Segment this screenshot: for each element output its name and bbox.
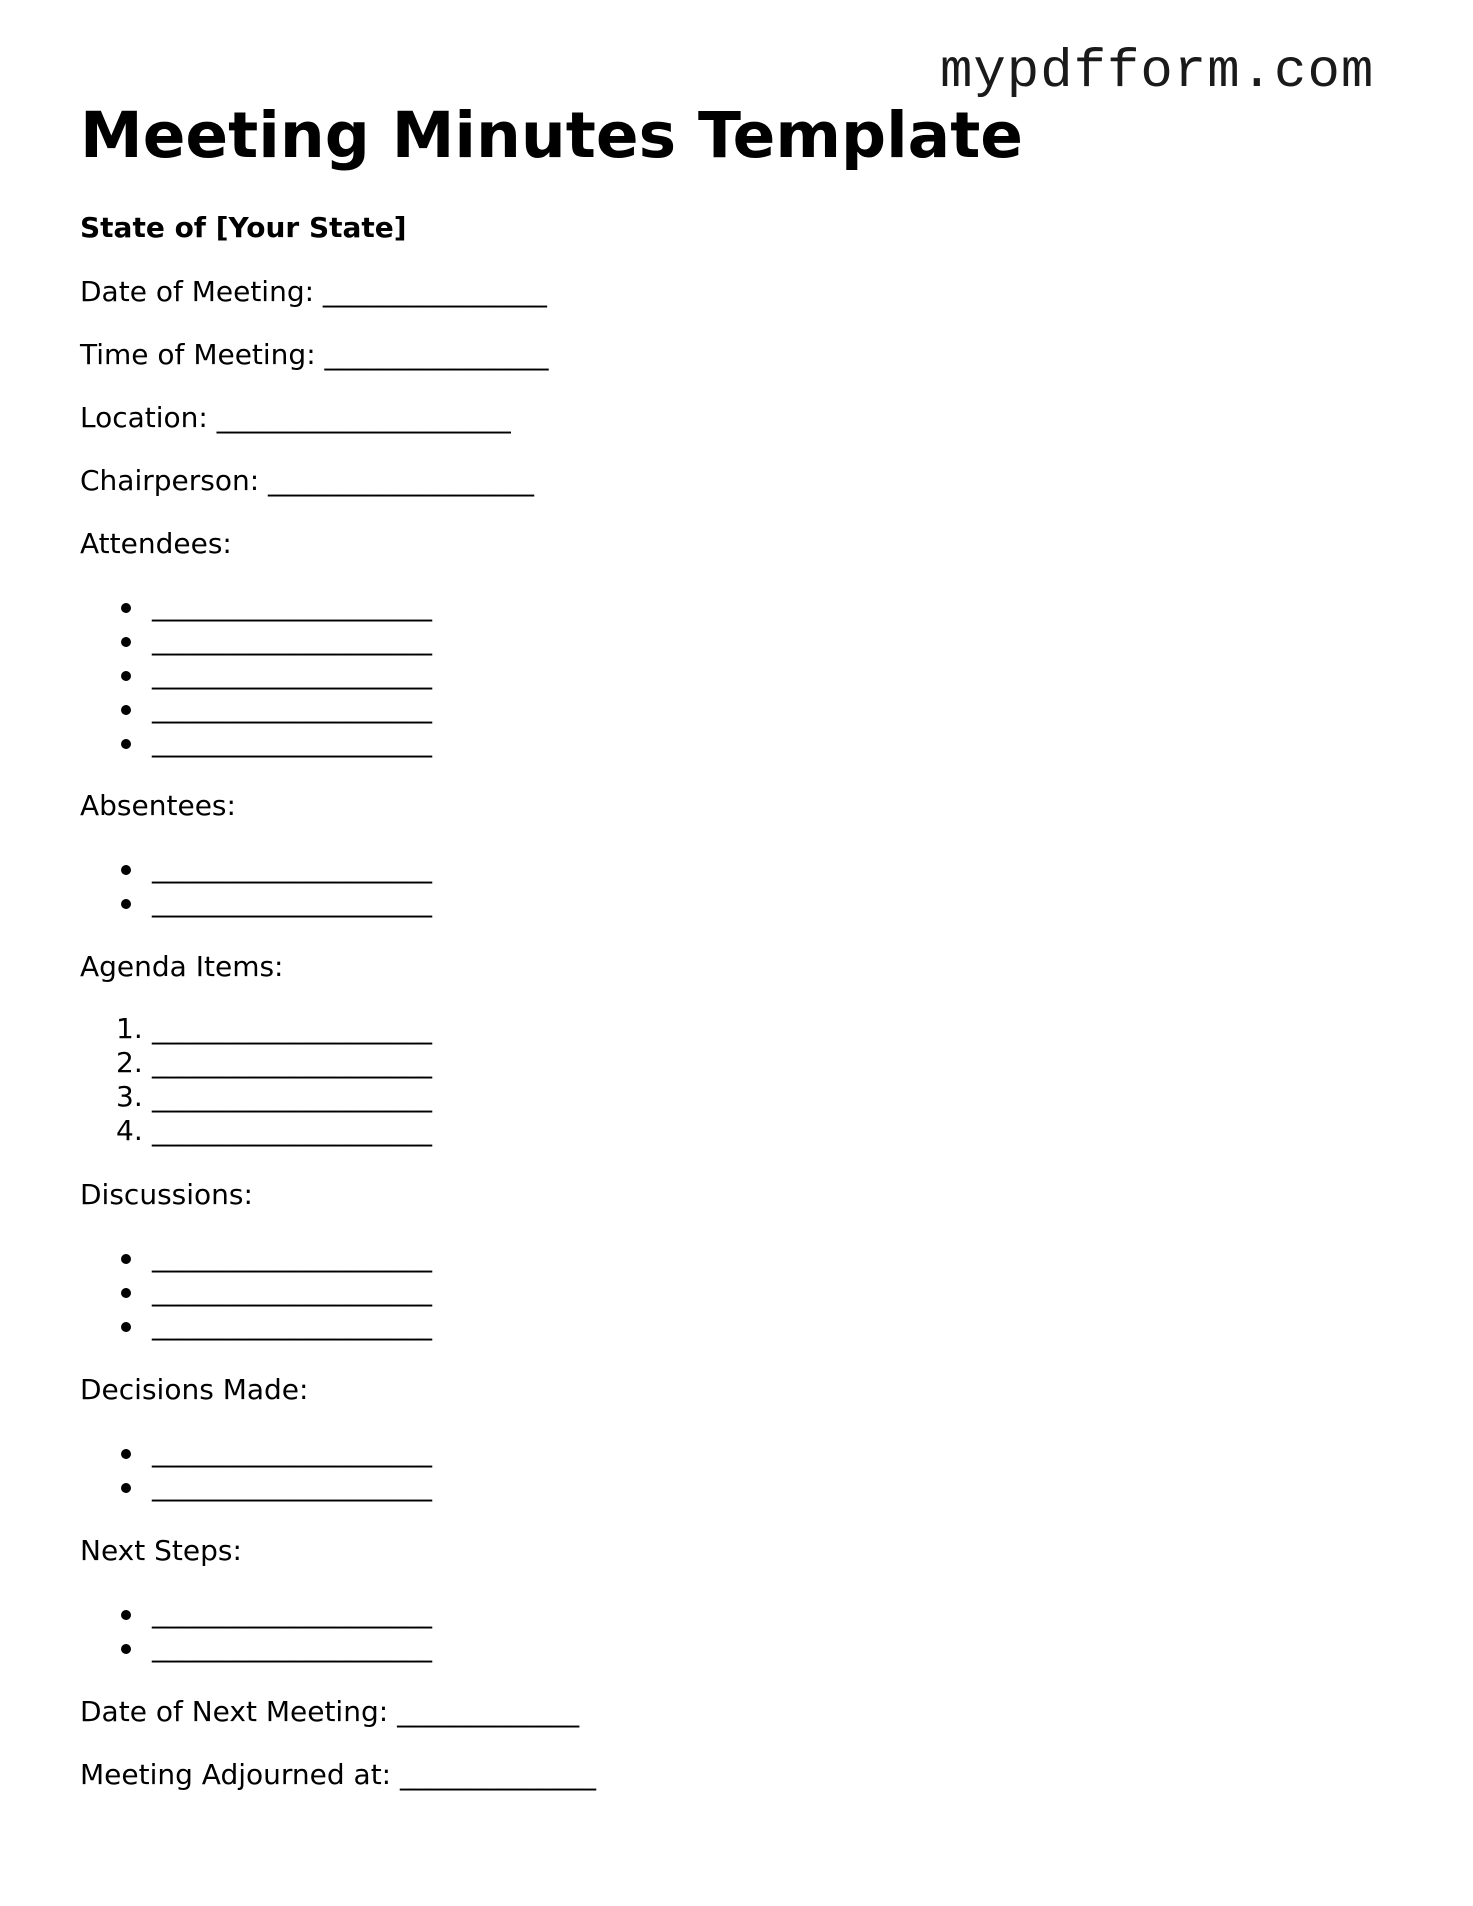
next-step-blank[interactable]: ____________________ <box>152 1596 432 1629</box>
discussion-blank[interactable]: ____________________ <box>152 1308 432 1341</box>
bullet-icon <box>121 1610 131 1620</box>
list-number: 2. <box>116 1046 143 1079</box>
bullet-icon <box>121 1449 131 1459</box>
agenda-items-label: Agenda Items: <box>80 950 284 983</box>
attendee-blank[interactable]: ____________________ <box>152 657 432 690</box>
watermark: mypdfform.com <box>940 42 1375 103</box>
decisions-made-label: Decisions Made: <box>80 1373 309 1406</box>
state-subtitle: State of [Your State] <box>80 211 407 244</box>
bullet-icon <box>121 1483 131 1493</box>
agenda-blank[interactable]: ____________________ <box>152 1080 432 1113</box>
agenda-blank[interactable]: ____________________ <box>152 1046 432 1079</box>
bullet-icon <box>121 739 131 749</box>
next-step-blank[interactable]: ____________________ <box>152 1630 432 1663</box>
meeting-adjourned-at-field[interactable]: Meeting Adjourned at: ______________ <box>80 1758 597 1791</box>
bullet-icon <box>121 899 131 909</box>
next-steps-label: Next Steps: <box>80 1534 242 1567</box>
discussions-label: Discussions: <box>80 1178 253 1211</box>
agenda-blank[interactable]: ____________________ <box>152 1012 432 1045</box>
bullet-icon <box>121 671 131 681</box>
bullet-icon <box>121 603 131 613</box>
attendees-label: Attendees: <box>80 527 232 560</box>
location-field[interactable]: Location: _____________________ <box>80 401 511 434</box>
decision-blank[interactable]: ____________________ <box>152 1435 432 1468</box>
list-number: 4. <box>116 1114 143 1147</box>
date-of-next-meeting-field[interactable]: Date of Next Meeting: _____________ <box>80 1695 580 1728</box>
bullet-icon <box>121 1644 131 1654</box>
attendee-blank[interactable]: ____________________ <box>152 725 432 758</box>
list-number: 3. <box>116 1080 143 1113</box>
absentee-blank[interactable]: ____________________ <box>152 851 432 884</box>
decision-blank[interactable]: ____________________ <box>152 1469 432 1502</box>
attendee-blank[interactable]: ____________________ <box>152 691 432 724</box>
bullet-icon <box>121 637 131 647</box>
list-number: 1. <box>116 1012 143 1045</box>
bullet-icon <box>121 1322 131 1332</box>
discussion-blank[interactable]: ____________________ <box>152 1240 432 1273</box>
bullet-icon <box>121 865 131 875</box>
chairperson-field[interactable]: Chairperson: ___________________ <box>80 464 535 497</box>
attendee-blank[interactable]: ____________________ <box>152 623 432 656</box>
page-title: Meeting Minutes Template <box>80 99 1024 172</box>
agenda-blank[interactable]: ____________________ <box>152 1114 432 1147</box>
bullet-icon <box>121 1254 131 1264</box>
bullet-icon <box>121 705 131 715</box>
absentees-label: Absentees: <box>80 789 236 822</box>
discussion-blank[interactable]: ____________________ <box>152 1274 432 1307</box>
attendee-blank[interactable]: ____________________ <box>152 589 432 622</box>
bullet-icon <box>121 1288 131 1298</box>
absentee-blank[interactable]: ____________________ <box>152 885 432 918</box>
time-of-meeting-field[interactable]: Time of Meeting: ________________ <box>80 338 549 371</box>
date-of-meeting-field[interactable]: Date of Meeting: ________________ <box>80 275 547 308</box>
